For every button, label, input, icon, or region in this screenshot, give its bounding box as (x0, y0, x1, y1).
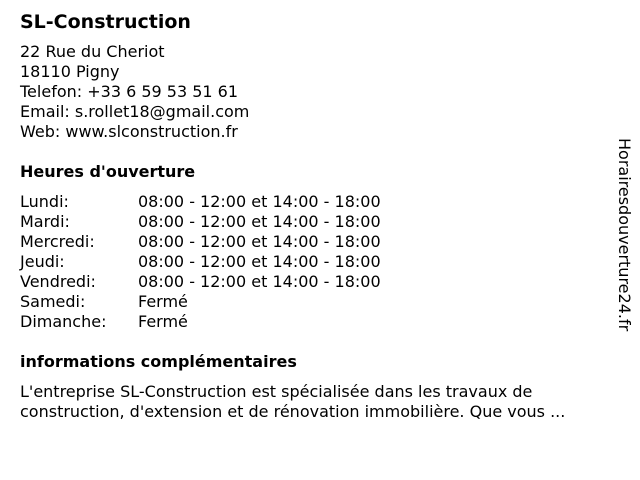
time-value: Fermé (138, 292, 188, 311)
phone-number: Telefon: +33 6 59 53 51 61 (20, 82, 239, 101)
day-label: Jeudi: (20, 252, 65, 271)
time-value: 08:00 - 12:00 et 14:00 - 18:00 (138, 232, 381, 251)
hours-row (20, 272, 610, 292)
time-value: Fermé (138, 312, 188, 331)
hours-row (20, 232, 610, 252)
additional-info-title: informations complémentaires (20, 352, 297, 371)
business-card (20, 10, 610, 422)
opening-hours-title: Heures d'ouverture (20, 162, 196, 181)
site-watermark: Horairesdouverture24.fr (615, 138, 634, 332)
hours-row (20, 192, 610, 212)
time-value: 08:00 - 12:00 et 14:00 - 18:00 (138, 272, 381, 291)
city-address: 18110 Pigny (20, 62, 120, 81)
day-label: Mercredi: (20, 232, 95, 251)
time-value: 08:00 - 12:00 et 14:00 - 18:00 (138, 252, 381, 271)
hours-row (20, 252, 610, 272)
time-value: 08:00 - 12:00 et 14:00 - 18:00 (138, 212, 381, 231)
business-name: SL-Construction (20, 11, 191, 33)
day-label: Mardi: (20, 212, 70, 231)
hours-row (20, 212, 610, 232)
additional-info-text: L'entreprise SL-Construction est spécialisée dans les travaux de construction, d'extension et de rénovation immobilière. Que vous ... (20, 382, 566, 421)
street-address: 22 Rue du Cheriot (20, 42, 165, 61)
website: Web: www.slconstruction.fr (20, 122, 238, 141)
hours-row (20, 312, 610, 332)
time-value: 08:00 - 12:00 et 14:00 - 18:00 (138, 192, 381, 211)
day-label: Lundi: (20, 192, 69, 211)
day-label: Samedi: (20, 292, 86, 311)
hours-row (20, 292, 610, 312)
opening-hours-table (20, 192, 610, 332)
email-address: Email: s.rollet18@gmail.com (20, 102, 250, 121)
day-label: Vendredi: (20, 272, 96, 291)
address-block (20, 42, 610, 142)
day-label: Dimanche: (20, 312, 107, 331)
